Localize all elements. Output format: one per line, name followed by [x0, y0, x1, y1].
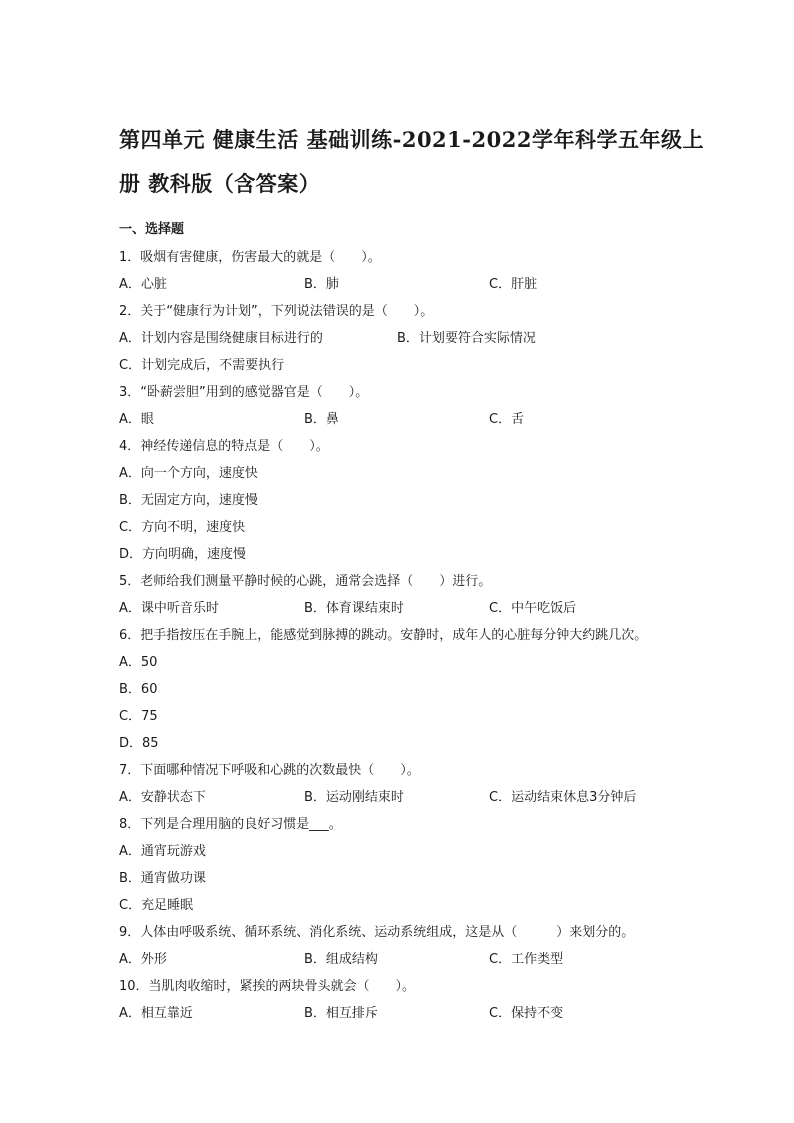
question-2: 2．关于“健康行为计划”，下列说法错误的是（ ）。	[119, 304, 434, 319]
question-1: 1．吸烟有害健康，伤害最大的就是（ ）。	[119, 250, 381, 265]
title-line-1: 第四单元 健康生活 基础训练-2021-2022学年科学五年级上	[119, 127, 704, 152]
question-8: 8．下列是合理用脑的良好习惯是___。	[119, 817, 342, 832]
question-7: 7．下面哪种情况下呼吸和心跳的次数最快（ ）。	[119, 763, 420, 778]
section-heading: 一、选择题	[119, 222, 185, 237]
option-b: B．计划要符合实际情况	[397, 331, 536, 346]
question-5: 5．老师给我们测量平静时候的心跳，通常会选择（ ）进行。	[119, 574, 492, 589]
option-a: A．课中听音乐时	[119, 601, 219, 616]
question-3: 3．“卧薪尝胆”用到的感觉器官是（ ）。	[119, 385, 369, 400]
option-a: A．50	[119, 655, 158, 670]
title-line-2: 册 教科版（含答案）	[119, 171, 321, 196]
question-3-options	[119, 406, 689, 433]
question-7-options	[119, 784, 689, 811]
option-c: C．肝脏	[489, 277, 538, 292]
option-c: C．75	[119, 709, 158, 724]
option-c: C．舌	[489, 412, 525, 427]
question-1-options	[119, 271, 689, 298]
option-b: B．相互排斥	[304, 1006, 378, 1021]
option-a: A．外形	[119, 952, 167, 967]
option-c: C．运动结束休息3分钟后	[489, 790, 637, 805]
question-2-options	[119, 325, 689, 352]
option-c: C．方向不明，速度快	[119, 520, 246, 535]
option-b: B．鼻	[304, 412, 339, 427]
question-6: 6．把手指按压在手腕上，能感觉到脉搏的跳动。安静时，成年人的心脏每分钟大约跳几次。	[119, 628, 648, 643]
question-10: 10．当肌肉收缩时，紧挨的两块骨头就会（ ）。	[119, 979, 416, 994]
option-c: C．中午吃饭后	[489, 601, 577, 616]
document-title	[119, 118, 704, 206]
question-4: 4．神经传递信息的特点是（ ）。	[119, 439, 329, 454]
option-c: C．计划完成后，不需要执行	[119, 358, 285, 373]
option-b: B．组成结构	[304, 952, 378, 967]
option-d: D．方向明确，速度慢	[119, 547, 247, 562]
question-5-options	[119, 595, 689, 622]
option-b: B．通宵做功课	[119, 871, 206, 886]
option-a: A．计划内容是围绕健康目标进行的	[119, 331, 323, 346]
question-list	[119, 244, 689, 1027]
question-9-options	[119, 946, 689, 973]
option-a: A．心脏	[119, 277, 167, 292]
option-a: A．相互靠近	[119, 1006, 193, 1021]
option-c: C．充足睡眠	[119, 898, 194, 913]
option-b: B．运动刚结束时	[304, 790, 404, 805]
question-10-options	[119, 1000, 689, 1027]
option-a: A．通宵玩游戏	[119, 844, 206, 859]
option-b: B．60	[119, 682, 158, 697]
option-d: D．85	[119, 736, 159, 751]
option-a: A．安静状态下	[119, 790, 206, 805]
option-b: B．肺	[304, 277, 339, 292]
question-9: 9．人体由呼吸系统、循环系统、消化系统、运动系统组成，这是从（ ）来划分的。	[119, 925, 635, 940]
option-a: A．眼	[119, 412, 154, 427]
option-b: B．无固定方向，速度慢	[119, 493, 258, 508]
option-c: C．工作类型	[489, 952, 564, 967]
option-a: A．向一个方向，速度快	[119, 466, 258, 481]
option-b: B．体育课结束时	[304, 601, 404, 616]
option-c: C．保持不变	[489, 1006, 564, 1021]
